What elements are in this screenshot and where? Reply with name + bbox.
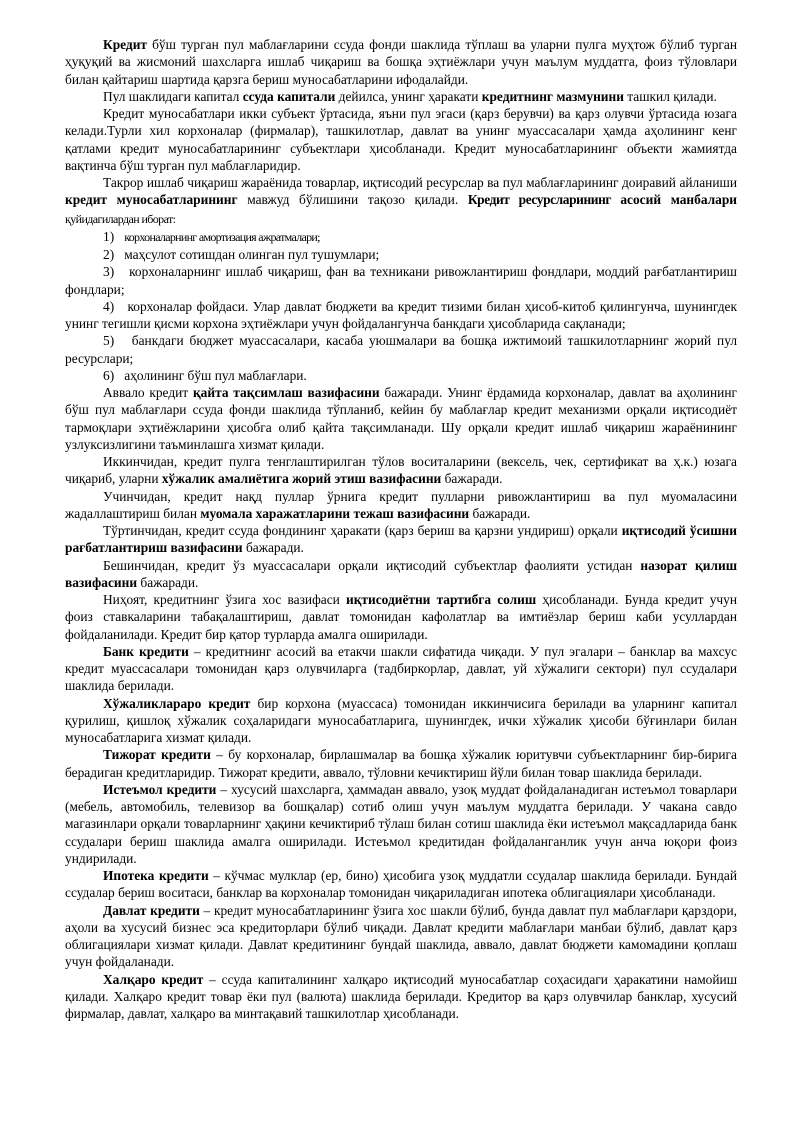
list-item: 3) корхоналарнинг ишлаб чиқариш, фан ва техникани ривожлантириш фондлари, моддий рағбатлантириш фондлари; — [65, 264, 737, 297]
paragraph-commercial-credit: Тижорат кредити – бу корхоналар, бирлашмалар ва бошқа хўжалик юритувчи субъектларнинг бир-бирига берадиган кредитларидир. Тижорат кредити, аввало, тўловни кечиктириш йўли билан товар шаклида берилади. — [65, 747, 737, 780]
list-item: 2) маҳсулот сотишдан олинган пул тушумлари; — [103, 247, 380, 262]
paragraph-state-credit: Давлат кредити – кредит муносабатларининг ўзига хос шакли бўлиб, бунда давлат пул маблағлари қарздори, аҳоли ва хусусий бизнес эса кредиторлари бўлиб чиқади. Давлат кредити маблағлари манбаи бўлиб, давлат қарз облигациялари хизмат қилади. Давлат кредитининг бундай шаклида, аввало, давлат бюджети камомадини қоплаш учун фойдаланади. — [65, 902, 738, 970]
paragraph-redistribution: Аввало кредит қайта тақсимлаш вазифасини бажаради. Унинг ёрдамида корхоналар, давлат ва аҳолининг бўш пул маблағлари ссуда фонди шаклида тўпланиб, кейин бу маблағлар кредит механизми орқали иқтисодиёт тармоқлари эҳтиёжларини ҳисобга олиб қайта тақсимланади. Шу орқали кредит ишлаб чиқариш жараёнининг узлуксизлигини таъминлашга хизмат қилади. — [65, 385, 738, 452]
paragraph-mortgage-credit: Ипотека кредити – кўчмас мулклар (ер, бино) ҳисобига узоқ муддатли ссудалар шаклида берилади. Бундай ссудалар бериш воситаси, банклар ва корхоналар томонидан чиқариладиган ипотека облигациялари ҳисобланади. — [65, 868, 738, 901]
paragraph-loan-capital: Пул шаклидаги капитал ссуда капитали дейилса, унинг ҳаракати кредитнинг мазмунини ташкил қилади. — [103, 88, 717, 104]
paragraph-interfarm-credit: Хўжаликлараро кредит бир корхона (муассаса) томонидан иккинчисига берилади ва уларнинг капитал қурилиш, қишлоқ хўжалик соҳаларидаги муносабатларига, шунингдек, ички хўжалик ҳисоби бўғинлари билан муносабатларига хизмат қилади. — [65, 695, 737, 745]
paragraph-international-credit: Халқаро кредит – ссуда капиталининг халқаро иқтисодий муносабатлар соҳасидаги ҳаракатини намойиш қилади. Халқаро кредит товар ёки пул (валюта) шаклида берилади. Кредитор ва қарз олувчилар банклар, хусусий фирмалар, давлат, халқаро ва минтақавий ташкилотлар ҳисобланади. — [65, 971, 737, 1021]
paragraph-regulation: Ниҳоят, кредитнинг ўзига хос вазифаси иқтисодиётни тартибга солиш ҳисобланади. Бунда кредит учун фоиз ставкаларини табақалаштириш, давлат томонидан кафолатлар ва имтиёзлар бериш каби усуллардан фойдаланилади. Кредит бир қатор турларда амалга оширилади. — [65, 592, 737, 642]
paragraph-subjects: Кредит муносабатлари икки субъект ўртасида, яъни пул эгаси (қарз берувчи) ва қарз олувчи ўртасида юзага келади.Турли хил корхоналар (фирмалар), ташкилотлар, давлат ва унинг муассасалари ҳамда аҳолининг кенг қатлами кредит муносабатларининг субъектлари ҳисобланади. Кредит муносабатларининг объекти жамиятда вақтинча бўш турган пул маблағларидир. — [65, 106, 737, 173]
list-item: 4) корхоналар фойдаси. Улар давлат бюджети ва кредит тизими билан ҳисоб-китоб қилингунча, шунингдек унинг тегишли қисми корхона эҳтиёжлари учун фойдалангунча банкдаги ҳисобларида сақланади; — [65, 298, 737, 331]
term-credit: Кредит — [103, 37, 147, 52]
paragraph-definition: Кредит бўш турган пул маблағларини ссуда фонди шаклида тўплаш ва уларни пулга муҳтож бўлиб турган ҳуқуқий ва жисмоний шахсларга ишлаб чиқариш ва бошқа эҳтиёжлари учун маълум муддатга, фоиз тўловлари билан қайтариш шартида қарзга бериш муносабатларини ифодалайди. — [65, 37, 737, 87]
paragraph-bank-credit: Банк кредити – кредитнинг асосий ва етакчи шакли сифатида чиқади. У пул эгалари – банклар ва махсус кредит муассасалари томонидан қарз олувчиларга (тадбиркорлар, давлат, уй хўжалиги сектори) пул ссудалари шаклида берилади. — [65, 643, 737, 694]
paragraph-fourth-function: Тўртинчидан, кредит ссуда фондининг ҳаракати (қарз бериш ва қарзни ундириш) орқали иқтисодий ўсишни рағбатлантириш вазифасини бажаради. — [65, 523, 737, 556]
list-item: 1) корхоналарнинг амортизация ажратмалари; — [103, 228, 320, 244]
paragraph-fifth-function: Бешинчидан, кредит ўз муассасалари орқали иқтисодий субъектлар фаолияти устидан назорат қилиш вазифасини бажаради. — [65, 557, 738, 590]
paragraph-second-function: Иккинчидан, кредит пулга тенглаштирилган тўлов воситаларини (вексель, чек, сертификат ва ҳ.к.) юзага чиқариб, уларни хўжалик амалиётига жорий этиш вазифасини бажаради. — [65, 454, 737, 487]
paragraph-third-function: Учинчидан, кредит нақд пуллар ўрнига кредит пулларни ривожлантириш ва пул муомаласини жадаллаштириш билан муомала харажатларини тежаш вазифасини бажаради. — [65, 488, 737, 521]
list-item: 5) банкдаги бюджет муассасалари, касаба уюшмалари ва бошқа ижтимоий ташкилотларнинг жорий пул ресурслари; — [65, 333, 738, 366]
paragraph-sources: Такрор ишлаб чиқариш жараёнида товарлар, иқтисодий ресурслар ва пул маблағларининг доиравий айланиши кредит муносабатларининг мавжуд бўлишини тақозо қилади. Кредит ресурсларининг асосий манбалари қуйидагилардан иборат: — [65, 175, 738, 226]
list-item: 6) аҳолининг бўш пул маблағлари. — [103, 367, 307, 383]
paragraph-consumer-credit: Истеъмол кредити – хусусий шахсларга, ҳаммадан аввало, узоқ муддат фойдаланадиган истеъмол товарлари (мебель, автомобиль, телевизор ва бошқалар) сотиб олиш учун маълум муддатга берилади. У чакана савдо магазинлари орқали товарларнинг ҳақини кечиктириб тўлаш билан сотиш шаклида ёки истеъмол мақсадларида банк ссудалари бериш шаклида амалга оширилади. Истеъмол кредитидан фойдаланганлик учун анча юқори фоиз ундирилади. — [65, 781, 737, 866]
document-page — [65, 36, 737, 1022]
